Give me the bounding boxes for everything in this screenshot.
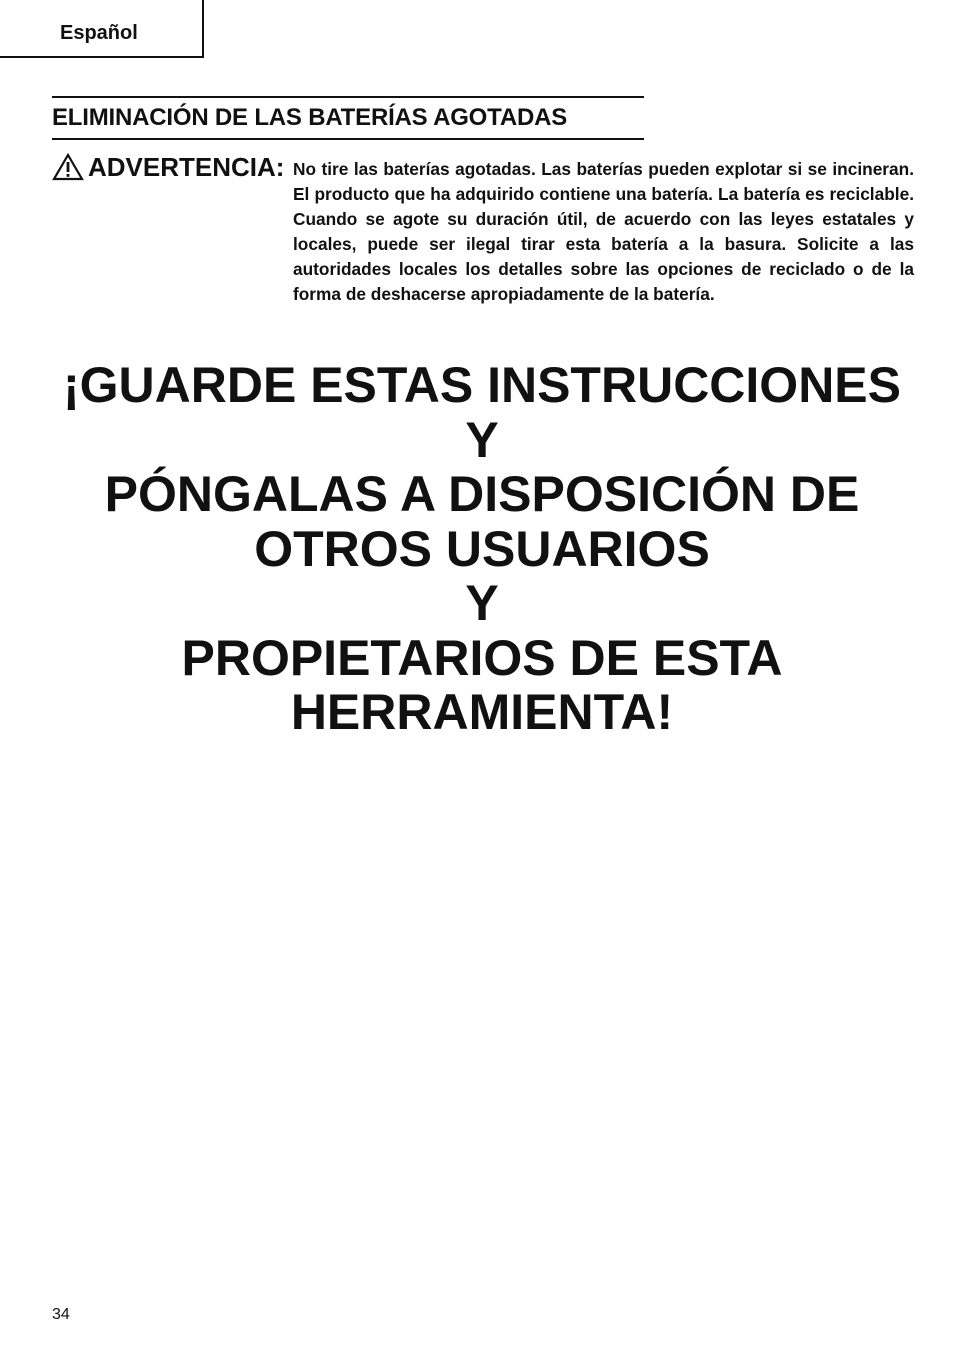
- warning-text: No tire las baterías agotadas. Las baterías pueden explotar si se incineran. El producto que ha adquirido contiene una batería. La batería es reciclable. Cuando se agote su duración útil, de acuerdo con las leyes estatales y locales, puede ser ilegal tirar esta batería a la basura. Solicite a las autoridades locales los detalles sobre las opciones de reciclado o de la forma de deshacerse apropiadamente de la batería.: [293, 159, 914, 304]
- warning-label-text: ADVERTENCIA:: [88, 152, 285, 182]
- language-tab-label: Español: [60, 22, 138, 44]
- warning-label: [52, 152, 284, 182]
- section-heading: ELIMINACIÓN DE LAS BATERÍAS AGOTADAS: [52, 96, 644, 140]
- closing-line: Y: [465, 575, 499, 631]
- closing-line: OTROS USUARIOS: [254, 520, 710, 577]
- warning-triangle-icon: [52, 153, 84, 181]
- closing-line: ¡GUARDE ESTAS INSTRUCCIONES: [62, 357, 901, 413]
- closing-title: [40, 358, 924, 740]
- closing-line: HERRAMIENTA!: [290, 684, 674, 740]
- page-number: 34: [52, 1306, 70, 1323]
- closing-line: PROPIETARIOS DE ESTA: [181, 629, 783, 686]
- closing-line: PÓNGALAS A DISPOSICIÓN DE: [104, 466, 860, 522]
- closing-line: Y: [465, 411, 499, 468]
- language-tab: [0, 0, 204, 58]
